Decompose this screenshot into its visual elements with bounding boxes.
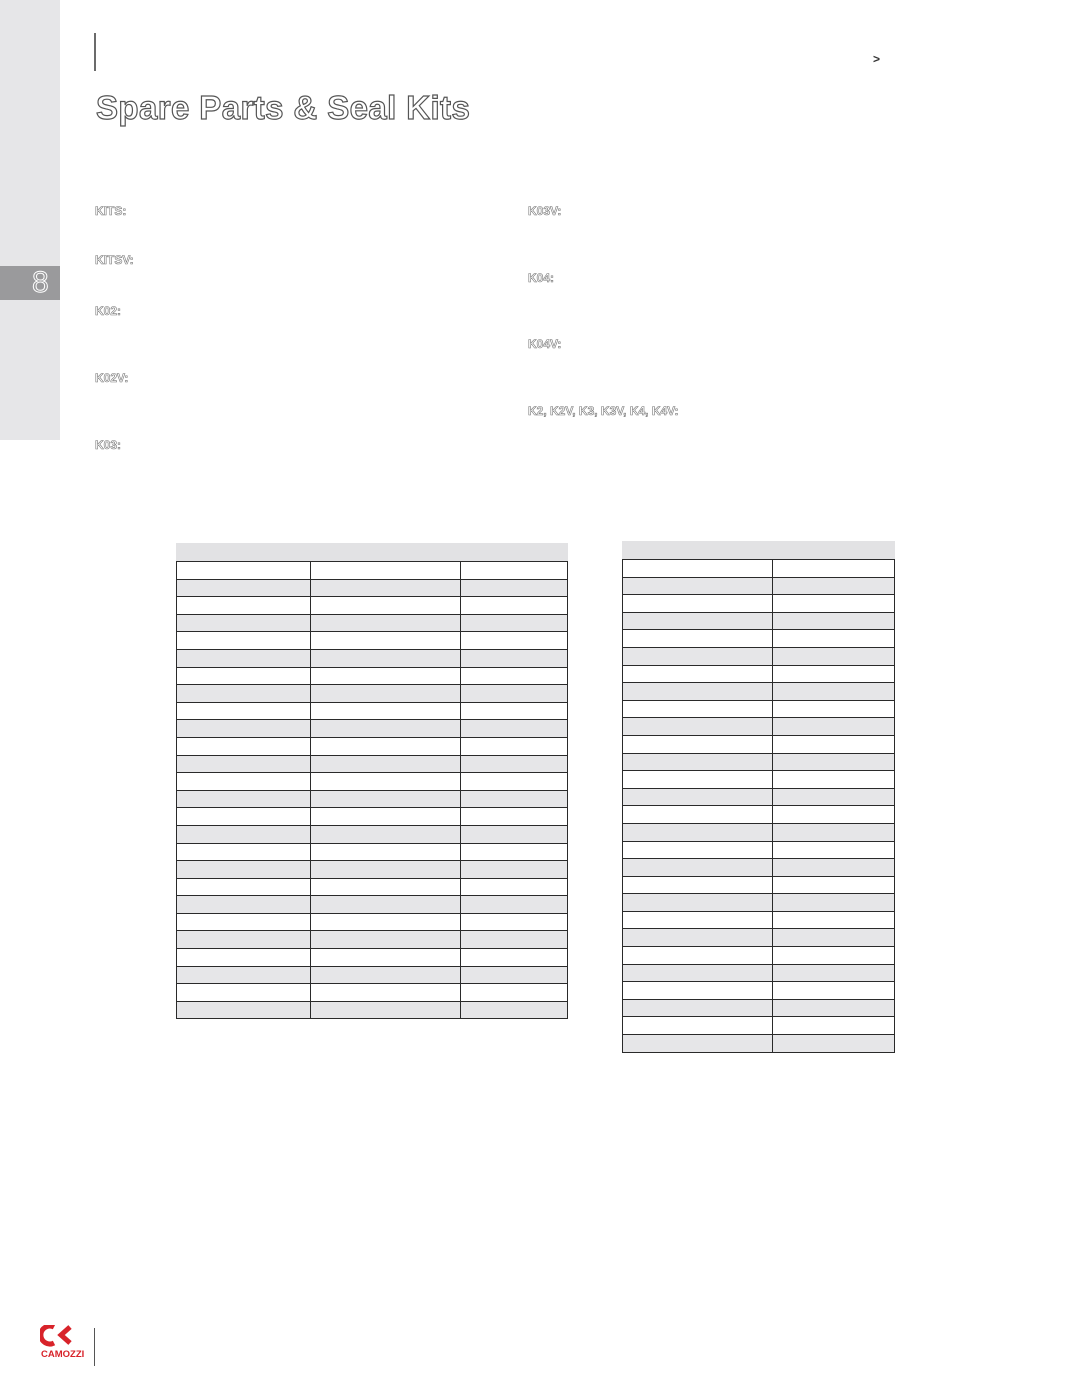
right-table-row — [623, 964, 895, 982]
left-table-cell — [310, 949, 461, 967]
right-table-row — [623, 771, 895, 789]
left-table-cell — [461, 966, 568, 984]
left-table-cell — [310, 685, 461, 703]
left-table-cell — [310, 720, 461, 738]
left-table-cell — [177, 562, 311, 580]
left-table-row — [177, 632, 568, 650]
left-table-cell — [461, 984, 568, 1002]
right-table-row — [623, 1017, 895, 1035]
right-table-cell — [623, 683, 773, 701]
left-table-cell — [177, 949, 311, 967]
left-table-cell — [310, 825, 461, 843]
left-table-cell — [177, 720, 311, 738]
left-table-row — [177, 755, 568, 773]
right-table-cell — [623, 560, 773, 578]
left-table-row — [177, 843, 568, 861]
left-table-cell — [461, 808, 568, 826]
left-table-cell — [461, 843, 568, 861]
kit-label-k02: K02: — [95, 304, 122, 318]
right-table-row — [623, 929, 895, 947]
right-table-cell — [773, 665, 895, 683]
right-table-cell — [773, 1035, 895, 1053]
left-table-row — [177, 720, 568, 738]
left-table-cell — [310, 790, 461, 808]
left-table-cell — [310, 702, 461, 720]
right-table-row — [623, 577, 895, 595]
left-table-row — [177, 896, 568, 914]
left-table-row — [177, 667, 568, 685]
camozzi-logo — [40, 1325, 90, 1367]
right-table-cell — [773, 700, 895, 718]
right-table-cell — [623, 823, 773, 841]
right-table-cell — [623, 718, 773, 736]
left-table-row — [177, 931, 568, 949]
right-table-cell — [773, 911, 895, 929]
right-table-row — [623, 876, 895, 894]
left-table-cell — [310, 913, 461, 931]
right-table-cell — [773, 894, 895, 912]
kit-label-kits: KITS: — [95, 204, 127, 218]
right-table-cell — [773, 982, 895, 1000]
left-table-row — [177, 737, 568, 755]
left-table-cell — [177, 755, 311, 773]
left-table-cell — [177, 808, 311, 826]
left-table-row — [177, 649, 568, 667]
left-table-cell — [461, 632, 568, 650]
left-table-cell — [177, 896, 311, 914]
right-table-row — [623, 647, 895, 665]
left-table-row — [177, 825, 568, 843]
page-title: Spare Parts & Seal Kits — [96, 89, 471, 126]
right-table-header — [622, 541, 895, 559]
left-table-cell — [461, 931, 568, 949]
left-table-cell — [461, 896, 568, 914]
right-table-row — [623, 735, 895, 753]
right-table-cell — [773, 947, 895, 965]
left-table-row — [177, 579, 568, 597]
right-table-row — [623, 665, 895, 683]
right-table-row — [623, 841, 895, 859]
left-table-cell — [461, 737, 568, 755]
right-table-cell — [773, 577, 895, 595]
left-table-cell — [177, 825, 311, 843]
side-index-band — [0, 0, 60, 440]
right-table-cell — [773, 630, 895, 648]
right-table-cell — [773, 595, 895, 613]
left-table-cell — [310, 579, 461, 597]
right-table-row — [623, 630, 895, 648]
left-table-cell — [461, 913, 568, 931]
right-table-cell — [773, 859, 895, 877]
left-table-cell — [177, 649, 311, 667]
left-table-cell — [177, 685, 311, 703]
right-table-cell — [623, 771, 773, 789]
left-table-cell — [310, 843, 461, 861]
right-table-cell — [623, 647, 773, 665]
left-table-header — [176, 543, 568, 561]
left-table-row — [177, 773, 568, 791]
left-table-cell — [310, 931, 461, 949]
left-table-cell — [177, 790, 311, 808]
left-table-cell — [461, 667, 568, 685]
left-table-cell — [461, 720, 568, 738]
right-table-cell — [623, 665, 773, 683]
left-table-cell — [310, 984, 461, 1002]
right-table-cell — [623, 876, 773, 894]
right-table-row — [623, 718, 895, 736]
left-table-cell — [461, 790, 568, 808]
left-table-cell — [310, 896, 461, 914]
right-table-cell — [623, 595, 773, 613]
right-table-cell — [773, 735, 895, 753]
left-parts-table — [176, 561, 568, 1019]
left-table-cell — [177, 913, 311, 931]
left-table-cell — [461, 861, 568, 879]
right-table-cell — [623, 929, 773, 947]
right-table-cell — [773, 1017, 895, 1035]
right-table-cell — [623, 982, 773, 1000]
kit-label-k02v: K02V: — [95, 371, 129, 385]
left-table-cell — [461, 562, 568, 580]
right-table-cell — [773, 929, 895, 947]
left-table-cell — [177, 597, 311, 615]
right-table-cell — [773, 999, 895, 1017]
left-table-cell — [310, 773, 461, 791]
left-table-cell — [177, 702, 311, 720]
right-table-row — [623, 823, 895, 841]
right-table-cell — [623, 859, 773, 877]
kit-label-kitsv: KITSV: — [95, 253, 134, 267]
left-table-row — [177, 966, 568, 984]
right-table-cell — [773, 841, 895, 859]
left-table-cell — [461, 702, 568, 720]
left-table-cell — [461, 649, 568, 667]
left-table-cell — [310, 966, 461, 984]
right-table-row — [623, 700, 895, 718]
left-table-cell — [177, 667, 311, 685]
left-table-cell — [461, 579, 568, 597]
right-table-cell — [773, 560, 895, 578]
right-table-cell — [773, 771, 895, 789]
left-table-cell — [177, 632, 311, 650]
left-table-row — [177, 949, 568, 967]
kit-label-k-series: K2, K2V, K3, K3V, K4, K4V: — [528, 404, 679, 418]
right-table-cell — [623, 788, 773, 806]
kit-label-k04v: K04V: — [528, 337, 562, 351]
left-table-cell — [177, 861, 311, 879]
left-table-row — [177, 878, 568, 896]
left-table-row — [177, 1001, 568, 1019]
right-table-row — [623, 612, 895, 630]
left-table-cell — [177, 966, 311, 984]
left-table-cell — [177, 878, 311, 896]
right-table-cell — [773, 718, 895, 736]
left-table-cell — [177, 1001, 311, 1019]
right-table-cell — [773, 683, 895, 701]
right-table-cell — [623, 999, 773, 1017]
left-table-cell — [310, 737, 461, 755]
left-table-row — [177, 562, 568, 580]
left-table-cell — [461, 949, 568, 967]
right-table-cell — [623, 753, 773, 771]
left-table-cell — [461, 755, 568, 773]
left-table-cell — [177, 984, 311, 1002]
right-table-cell — [623, 630, 773, 648]
right-table-row — [623, 1035, 895, 1053]
left-table-cell — [310, 597, 461, 615]
left-table-row — [177, 614, 568, 632]
header-divider — [94, 33, 96, 71]
left-table-cell — [310, 562, 461, 580]
right-table-row — [623, 911, 895, 929]
right-table-row — [623, 683, 895, 701]
right-table-row — [623, 753, 895, 771]
left-table-row — [177, 597, 568, 615]
left-table-cell — [461, 685, 568, 703]
left-table-cell — [310, 1001, 461, 1019]
left-table-cell — [461, 1001, 568, 1019]
right-table-cell — [623, 1035, 773, 1053]
right-table-row — [623, 595, 895, 613]
right-table-cell — [623, 947, 773, 965]
left-table-cell — [310, 667, 461, 685]
right-table-cell — [773, 612, 895, 630]
svg-text:CAMOZZI: CAMOZZI — [41, 1349, 85, 1360]
left-table-cell — [177, 773, 311, 791]
left-table-cell — [177, 737, 311, 755]
left-table-cell — [461, 614, 568, 632]
right-table-cell — [623, 735, 773, 753]
left-table-cell — [310, 755, 461, 773]
kit-label-k04: K04: — [528, 271, 555, 285]
left-table-cell — [310, 861, 461, 879]
left-table-row — [177, 861, 568, 879]
left-table-cell — [461, 597, 568, 615]
right-table-row — [623, 560, 895, 578]
right-table-row — [623, 982, 895, 1000]
right-table-cell — [623, 1017, 773, 1035]
right-table-row — [623, 894, 895, 912]
right-table-cell — [623, 612, 773, 630]
right-table-cell — [773, 876, 895, 894]
right-table-cell — [773, 647, 895, 665]
left-table-row — [177, 790, 568, 808]
right-table-cell — [623, 841, 773, 859]
right-table-cell — [623, 894, 773, 912]
right-table-cell — [623, 911, 773, 929]
left-table-cell — [461, 825, 568, 843]
left-table-cell — [177, 579, 311, 597]
footer-divider — [94, 1328, 95, 1366]
left-table-cell — [310, 808, 461, 826]
right-table-row — [623, 947, 895, 965]
right-table-cell — [773, 788, 895, 806]
right-table-cell — [773, 823, 895, 841]
left-table-cell — [310, 649, 461, 667]
right-table-row — [623, 999, 895, 1017]
right-table-row — [623, 806, 895, 824]
left-table-cell — [461, 773, 568, 791]
left-table-row — [177, 702, 568, 720]
left-table-cell — [310, 878, 461, 896]
left-table-row — [177, 685, 568, 703]
right-table-cell — [623, 964, 773, 982]
left-table-cell — [177, 614, 311, 632]
right-table-row — [623, 788, 895, 806]
right-table-row — [623, 859, 895, 877]
right-table-cell — [623, 577, 773, 595]
right-table-cell — [773, 753, 895, 771]
left-table-row — [177, 913, 568, 931]
right-table-cell — [623, 806, 773, 824]
left-table-cell — [461, 878, 568, 896]
left-table-cell — [177, 931, 311, 949]
left-table-cell — [177, 843, 311, 861]
right-table-cell — [773, 806, 895, 824]
left-table-cell — [310, 632, 461, 650]
right-table-cell — [623, 700, 773, 718]
left-table-cell — [310, 614, 461, 632]
left-table-row — [177, 808, 568, 826]
kit-label-k03: K03: — [95, 438, 122, 452]
chapter-number: 8 — [32, 266, 49, 299]
nav-arrow-icon[interactable]: > — [873, 52, 881, 66]
kit-label-k03v: K03V: — [528, 204, 562, 218]
right-parts-table — [622, 559, 895, 1053]
right-table-cell — [773, 964, 895, 982]
left-table-row — [177, 984, 568, 1002]
chapter-tab[interactable] — [0, 266, 60, 300]
